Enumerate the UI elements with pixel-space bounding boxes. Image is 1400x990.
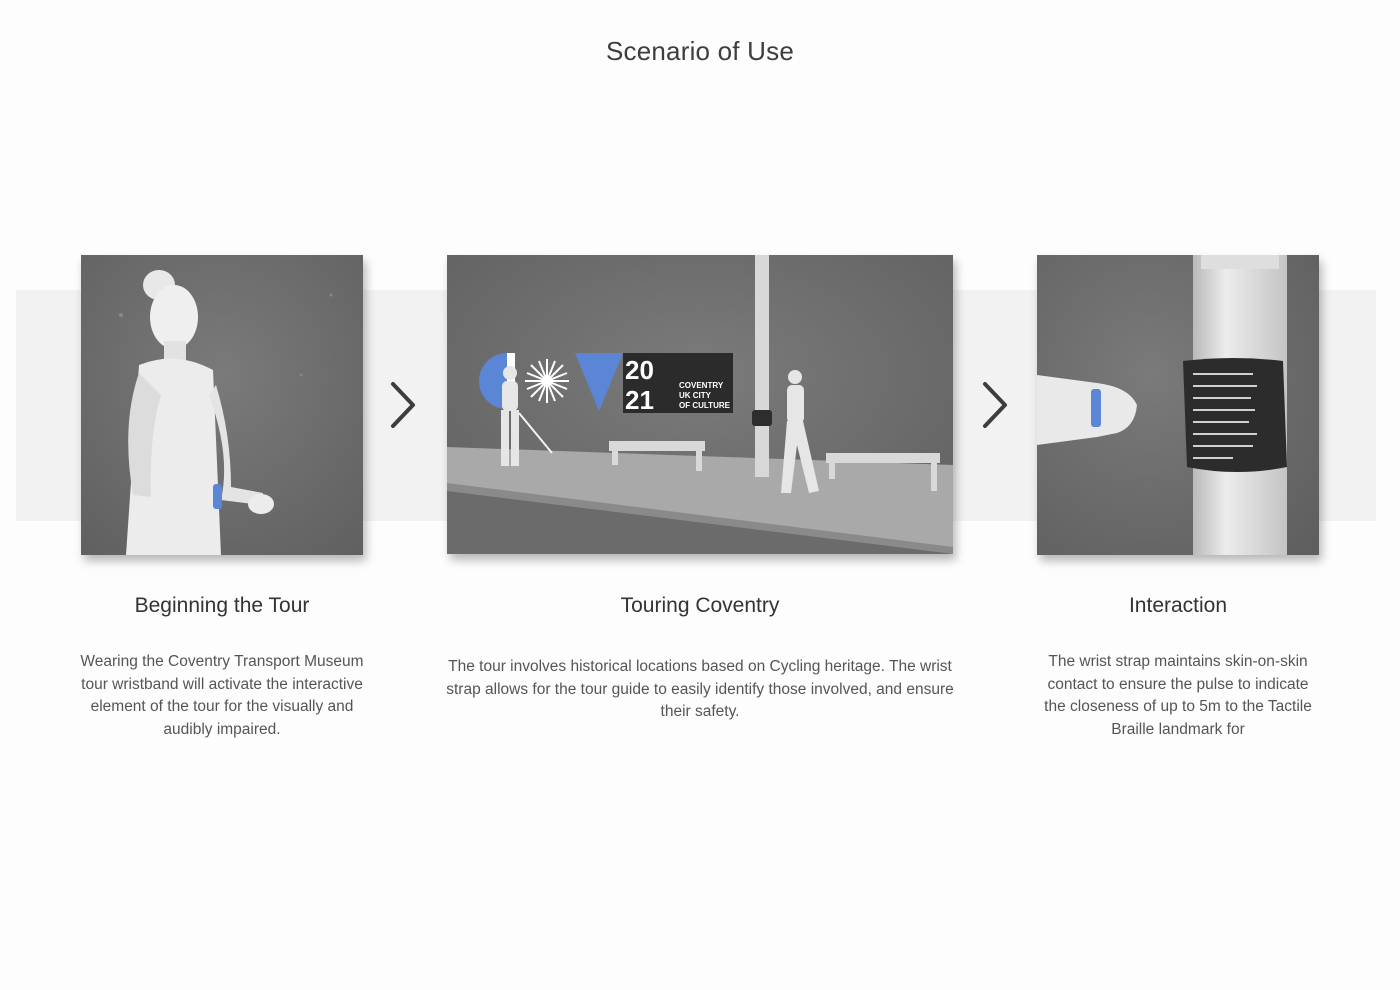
lamp-post (755, 255, 769, 477)
braille-plaque (1183, 358, 1287, 472)
step-description: The wrist strap maintains skin-on-skin contact to ensure the pulse to indicate the closeness of up to 5m to the Tactile Braille landmark for (1044, 653, 1312, 739)
wristband (213, 484, 222, 509)
chevron-right-icon (388, 380, 418, 430)
svg-text:OF CULTURE: OF CULTURE (679, 401, 730, 410)
image-interaction (1037, 255, 1319, 555)
step-description: The tour involves historical locations based on Cycling heritage. The wrist strap allows for the tour guide to easily identify those involved, and ensure their safety. (446, 658, 954, 721)
svg-text:20: 20 (625, 355, 654, 385)
chevron-right-icon (980, 380, 1010, 430)
step-heading: Touring Coventry (620, 594, 780, 617)
wristband (1091, 389, 1101, 427)
svg-text:21: 21 (625, 385, 654, 415)
step-heading: Interaction (1128, 594, 1228, 617)
svg-text:UK CITY: UK CITY (679, 391, 711, 400)
image-beginning-tour (81, 255, 363, 555)
page-title: Scenario of Use (606, 36, 794, 66)
step-description: Wearing the Coventry Transport Museum tour wristband will activate the interactive element of the tour for the visually and audibly impaired. (80, 653, 364, 739)
svg-text:COVENTRY: COVENTRY (679, 381, 724, 390)
step-heading: Beginning the Tour (134, 594, 310, 617)
image-touring-coventry (447, 255, 953, 554)
